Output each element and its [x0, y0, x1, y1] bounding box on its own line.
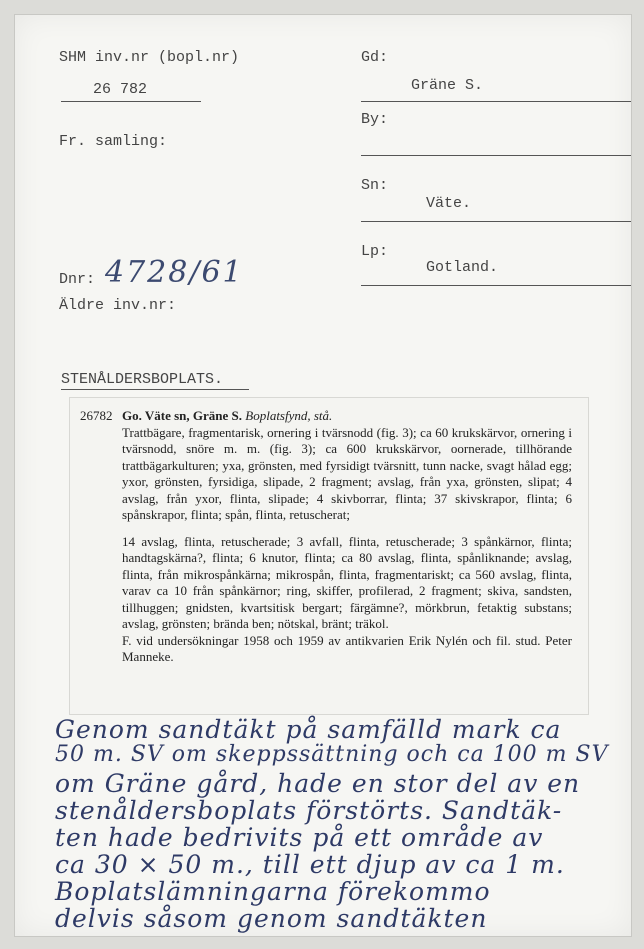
clipping-paragraph-1: Trattbägare, fragmentarisk, ornering i tvärsnodd (fig. 3); ca 60 krukskärvor, ornering i tvärsnodd, snöre m. m. (fig. 3); ca 600 krukskärvor, oornerade, tillhörande trattbägarkulturen; yxa, grönsten, med fyrsidigt tvärsnitt, tunn nacke, svagt hålad egg; yxor, grönsten, fyrsidiga, slipade, 2 fragment; avslag, från yxa, grönsten, slipat; 4 avslag, från yxor, flinta, slipade; 4 skivborrar, flinta; 37 skivskrapor, flinta; 6 spånskrapor, flinta; spån, flinta, retuscherat; — [122, 424, 572, 522]
handwritten-line: ten hade bedrivits på ett område av — [55, 823, 544, 852]
handwritten-line: 50 m. SV om skeppssättning och ca 100 m SV — [55, 742, 609, 767]
clipping-number: 26782 — [80, 408, 113, 423]
handwritten-line: Boplatslämningarna förekommo — [55, 877, 491, 906]
sn-label: Sn: — [361, 177, 389, 194]
inventory-number: 26 782 — [93, 81, 148, 98]
clipping-paragraph-2: 14 avslag, flinta, retuscherade; 3 avfall, flinta, retuscherade; 3 spånkärnor, flinta; handtagskärna?, flinta; 6 knutor, flinta; ca 80 avslag, flinta, spånliknande; avslag, flinta, från mikrospånkärna; mikrospån, flinta, fragmentariskt; ca 560 avslag, flinta, varav ca 10 från spånkärnor; ring, skiffer, profilerad, 2 fragment; skiva, sandsten, tillhuggen; gnidsten, kvartsitisk bergart; färgämne?, mörkbrun, fetaktig substans; avslag, grönsten; brända ben; nötskal, bränt; träkol. — [122, 533, 572, 631]
category-underline — [61, 389, 249, 390]
aldre-inv-label: Äldre inv.nr: — [59, 297, 177, 314]
gd-value: Gräne S. — [411, 77, 484, 94]
inventory-underline — [61, 101, 201, 102]
printed-clipping — [69, 397, 589, 715]
handwritten-line: stenåldersboplats förstörts. Sandtäk- — [55, 796, 563, 825]
fr-samling-label: Fr. samling: — [59, 133, 168, 150]
inventory-label: SHM inv.nr (bopl.nr) — [59, 49, 240, 66]
sn-value: Väte. — [426, 195, 472, 212]
dnr-handwritten: 4728/61 — [105, 255, 244, 290]
gd-rule — [361, 101, 631, 102]
handwritten-line: delvis såsom genom sandtäkten — [55, 904, 488, 933]
lp-label: Lp: — [361, 243, 389, 260]
category-title: STENÅLDERSBOPLATS. — [61, 371, 224, 388]
by-rule — [361, 155, 631, 156]
clipping-paragraph-3: F. vid undersökningar 1958 och 1959 av antikvarien Erik Nylén och fil. stud. Peter Manneke. — [122, 632, 572, 664]
lp-rule — [361, 285, 631, 286]
handwritten-line: Genom sandtäkt på samfälld mark ca — [55, 715, 562, 744]
clipping-heading-type: Boplatsfynd, stå. — [245, 408, 333, 423]
sn-rule — [361, 221, 631, 222]
gd-label: Gd: — [361, 49, 389, 66]
catalog-card — [14, 14, 632, 937]
handwritten-line: ca 30 × 50 m., till ett djup av ca 1 m. — [55, 850, 565, 879]
lp-value: Gotland. — [426, 259, 499, 276]
handwritten-line: om Gräne gård, hade en stor del av en — [55, 769, 581, 798]
by-label: By: — [361, 111, 389, 128]
clipping-heading-location: Go. Väte sn, Gräne S. — [122, 408, 243, 423]
dnr-label: Dnr: — [59, 271, 96, 288]
